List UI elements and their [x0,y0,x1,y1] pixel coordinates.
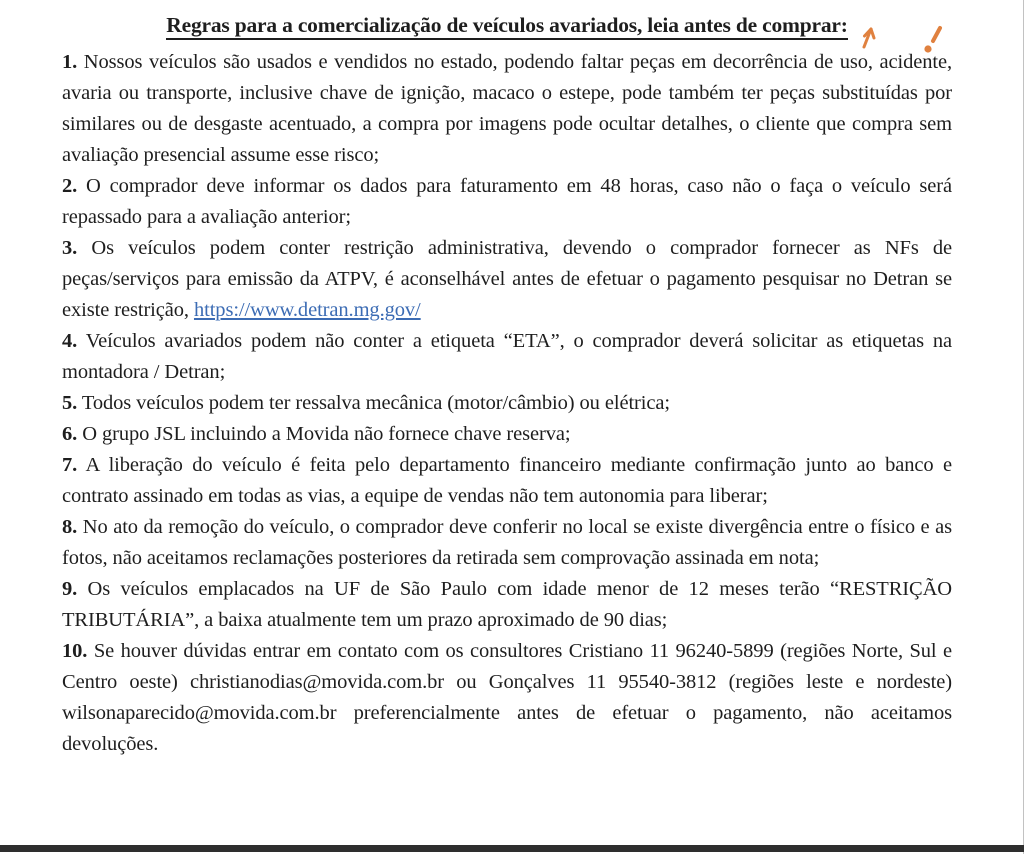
rule-text: Veículos avariados podem não conter a etiqueta “ETA”, o comprador deverá solicitar as etiquetas na montadora / Detran; [62,330,953,383]
rule-item-6 [62,419,952,450]
rule-item-3 [62,233,952,326]
rule-text: Os veículos podem conter restrição administrativa, devendo o comprador fornecer as NFs de peças/serviços para emissão da ATPV, é aconselhável antes de efetuar o pagamento pesquisar no Detran se existe restrição, [62,237,953,321]
rule-item-9 [62,574,952,636]
rule-item-1 [62,47,952,171]
rule-number: 6. [62,423,78,445]
rule-number: 1. [62,51,78,73]
page-title [62,8,952,42]
rules-list [62,47,952,760]
rule-number: 5. [62,392,78,414]
rule-text: No ato da remoção do veículo, o comprador deve conferir no local se existe divergência entre o físico e as fotos, não aceitamos reclamações posteriores da retirada sem comprovação assinada em nota; [62,516,952,569]
rule-item-8 [62,512,952,574]
rule-text: Nossos veículos são usados e vendidos no estado, podendo faltar peças em decorrência de uso, acidente, avaria ou transporte, inclusive chave de ignição, macaco o estepe, pode também ter peças substituídas por similares ou de desgaste acentuado, a compra por imagens pode ocultar detalhes, o cliente que compra sem avaliação presencial assume esse risco; [62,51,952,166]
rule-number: 7. [62,454,78,476]
rule-item-10 [62,636,952,760]
page-title-text: Regras para a comercialização de veículos avariados, leia antes de comprar: [166,13,847,40]
rule-item-5 [62,388,952,419]
rule-item-4 [62,326,952,388]
rule-text: Se houver dúvidas entrar em contato com os consultores Cristiano 11 96240-5899 (regiões Norte, Sul e Centro oeste) christianodias@movida.com.br ou Gonçalves 11 95540-3812 (regiões leste e nordeste) wilsonaparecido@movida.com.br preferencialmente antes de efetuar o pagamento, não aceitamos devoluções. [62,640,952,755]
rule-number: 2. [62,175,78,197]
rule-text: O grupo JSL incluindo a Movida não fornece chave reserva; [82,423,571,445]
bottom-bar [0,845,1024,852]
rule-number: 3. [62,237,78,259]
rule-text: Os veículos emplacados na UF de São Paulo com idade menor de 12 meses terão “RESTRIÇÃO TRIBUTÁRIA”, a baixa atualmente tem um prazo aproximado de 90 dias; [62,578,952,631]
rule-number: 8. [62,516,78,538]
rule-number: 4. [62,330,78,352]
rule-number: 10. [62,640,88,662]
rule-item-2 [62,171,952,233]
rule-number: 9. [62,578,78,600]
rule-item-7 [62,450,952,512]
detran-link[interactable]: https://www.detran.mg.gov/ [193,299,421,321]
rule-text: O comprador deve informar os dados para faturamento em 48 horas, caso não o faça o veículo será repassado para a avaliação anterior; [62,175,952,228]
rule-text: Todos veículos podem ter ressalva mecânica (motor/câmbio) ou elétrica; [81,392,670,414]
rule-text: A liberação do veículo é feita pelo departamento financeiro mediante confirmação junto ao banco e contrato assinado em todas as vias, a equipe de vendas não tem autonomia para liberar; [62,454,952,507]
